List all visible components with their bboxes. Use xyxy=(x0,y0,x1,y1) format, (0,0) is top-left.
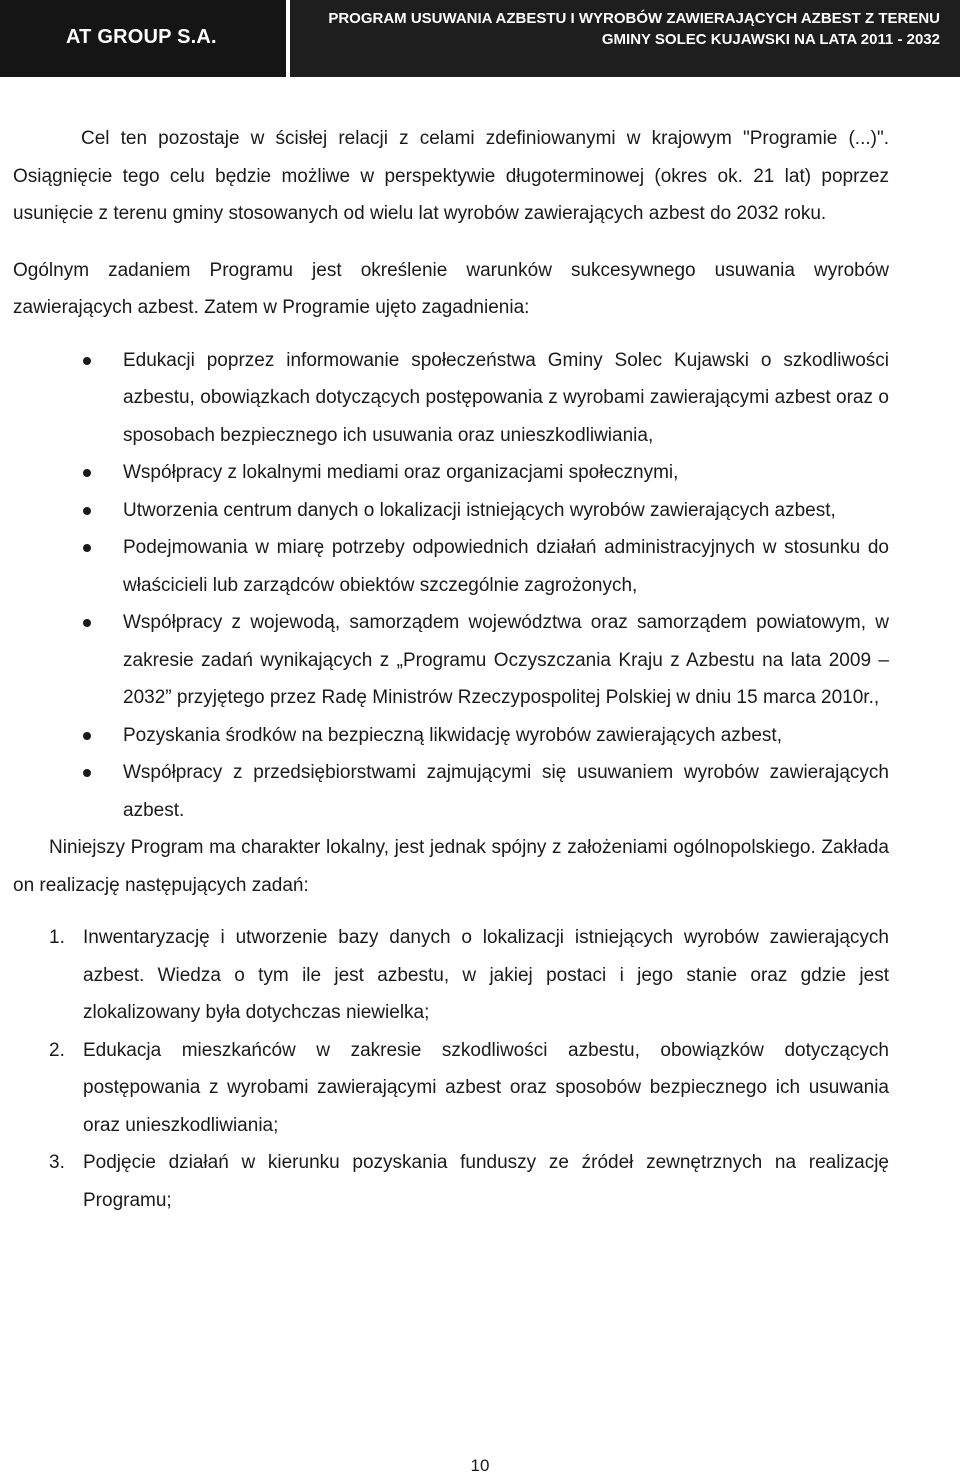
bullet-icon xyxy=(83,507,91,515)
program-title-line-2: GMINY SOLEC KUJAWSKI NA LATA 2011 - 2032 xyxy=(601,31,940,48)
bullet-icon xyxy=(83,544,91,552)
company-logo-box xyxy=(0,0,290,77)
list-item: Współpracy z przedsiębiorstwami zajmującymi się usuwaniem wyrobów zawierających azbest. xyxy=(13,754,889,829)
list-item: 1. Inwentaryzację i utworzenie bazy danych o lokalizacji istniejących wyrobów zawierających azbest. Wiedza o tym ile jest azbestu, w jakiej postaci i jego stanie oraz gdzie jest zlokalizowany była dotychczas niewielka; xyxy=(49,927,889,1023)
list-item: 2. Edukacja mieszkańców w zakresie szkodliwości azbestu, obowiązków dotyczących postępowania z wyrobami zawierającymi azbest oraz sposobów bezpiecznego ich usuwania oraz unieszkodliwiania; xyxy=(49,1039,889,1136)
paragraph-goal: Cel ten pozostaje w ścisłej relacji z celami zdefiniowanymi w krajowym "Programie (...)". Osiągnięcie tego celu będzie możliwe w perspektywie długoterminowej (okres ok. 21 lat) poprzez usunięcie z terenu gminy stosowanych od wielu lat wyrobów zawierających azbest do 2032 roku. xyxy=(13,128,889,224)
page-header xyxy=(0,0,960,77)
list-item: Utworzenia centrum danych o lokalizacji istniejących wyrobów zawierających azbest, xyxy=(13,492,889,530)
bullet-icon xyxy=(83,619,91,627)
document-body xyxy=(13,120,889,1219)
list-item: 3. Podjęcie działań w kierunku pozyskania funduszy ze źródeł zewnętrznych na realizację Programu; xyxy=(49,1152,889,1211)
bullet-icon xyxy=(83,769,91,777)
paragraph-program-character: Niniejszy Program ma charakter lokalny, jest jednak spójny z założeniami ogólnopolskiego. Zakłada on realizację następujących zadań: xyxy=(13,837,889,896)
program-title xyxy=(280,8,940,50)
spacer xyxy=(13,327,889,342)
issues-list xyxy=(13,342,889,830)
bullet-icon xyxy=(83,732,91,740)
bullet-icon xyxy=(83,469,91,477)
list-item: Edukacji poprzez informowanie społeczeństwa Gminy Solec Kujawski o szkodliwości azbestu, obowiązkach dotyczących postępowania z wyrobami zawierającymi azbest oraz o sposobach bezpiecznego ich usuwania oraz unieszkodliwiania, xyxy=(13,342,889,455)
list-item: Podejmowania w miarę potrzeby odpowiednich działań administracyjnych w stosunku do właścicieli lub zarządców obiektów szczególnie zagrożonych, xyxy=(13,529,889,604)
paragraph-task-intro: Ogólnym zadaniem Programu jest określenie warunków sukcesywnego usuwania wyrobów zawierających azbest. Zatem w Programie ujęto zagadnienia: xyxy=(13,259,889,318)
company-name: AT GROUP S.A. xyxy=(66,26,217,48)
spacer xyxy=(13,904,889,919)
list-item: Pozyskania środków na bezpieczną likwidację wyrobów zawierających azbest, xyxy=(13,717,889,755)
program-title-line-1: PROGRAM USUWANIA AZBESTU I WYROBÓW ZAWIERAJĄCYCH AZBEST Z TERENU xyxy=(328,10,940,27)
list-item: Współpracy z wojewodą, samorządem województwa oraz samorządem powiatowym, w zakresie zadań wynikających z „Programu Oczyszczania Kraju z Azbestu na lata 2009 – 2032” przyjętego przez Radę Ministrów Rzeczypospolitej Polskiej w dniu 15 marca 2010r., xyxy=(13,604,889,717)
list-item: Współpracy z lokalnymi mediami oraz organizacjami społecznymi, xyxy=(13,454,889,492)
bullet-icon xyxy=(83,357,91,365)
tasks-list xyxy=(13,919,889,1219)
spacer xyxy=(13,233,889,252)
page-number: 10 xyxy=(470,1456,490,1475)
